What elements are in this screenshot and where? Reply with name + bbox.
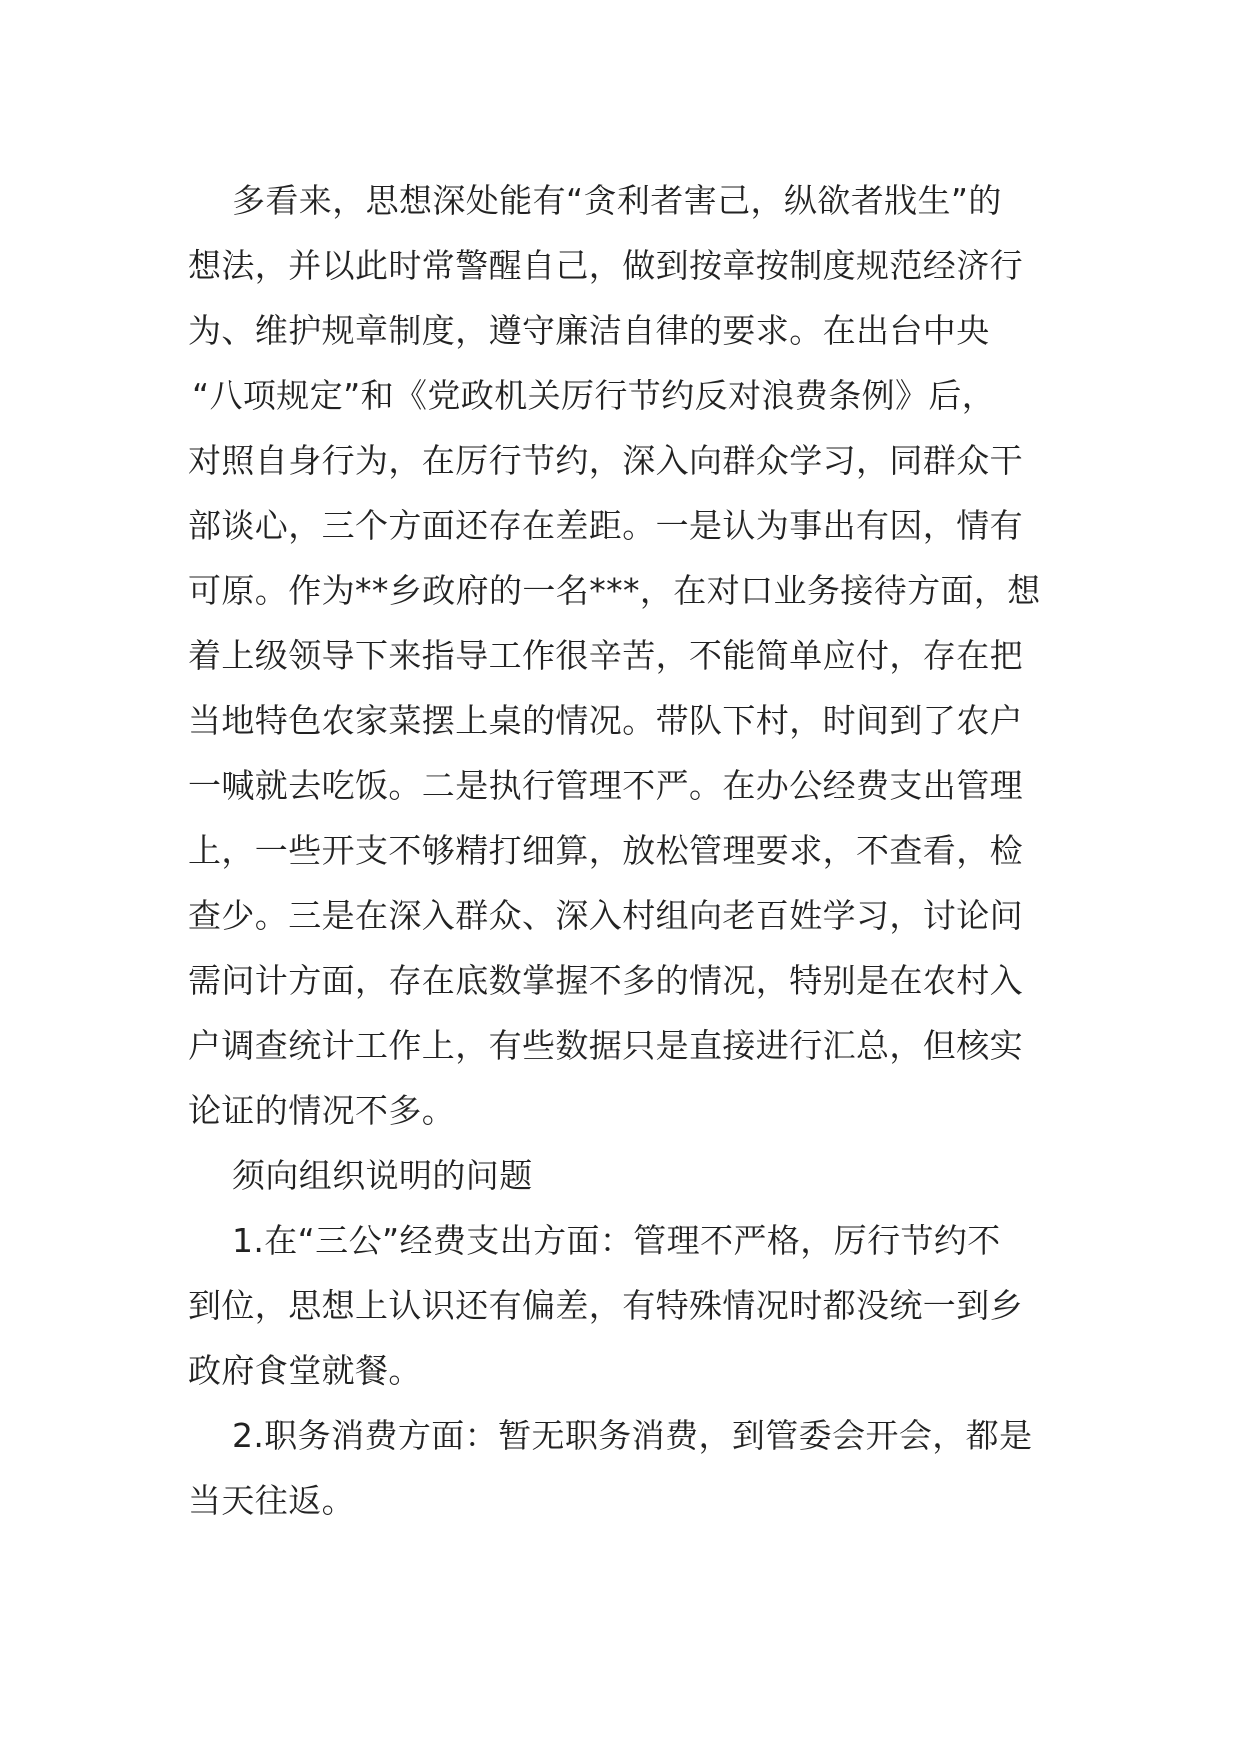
numbered-item-line: 当天往返。	[188, 1481, 355, 1520]
numbered-item-line: 2.职务消费方面：暂无职务消费，到管委会开会，都是	[232, 1416, 1033, 1455]
document-body	[188, 168, 1058, 1533]
paragraph-line: 对照自身行为，在厉行节约，深入向群众学习，同群众干	[188, 441, 1023, 480]
paragraph-line: 论证的情况不多。	[188, 1091, 456, 1130]
paragraph-line: 一喊就去吃饭。二是执行管理不严。在办公经费支出管理	[188, 766, 1023, 805]
paragraph-line: 着上级领导下来指导工作很辛苦，不能简单应付，存在把	[188, 636, 1023, 675]
paragraph-line: 查少。三是在深入群众、深入村组向老百姓学习，讨论问	[188, 896, 1023, 935]
paragraph-line: 可原。作为**乡政府的一名***，在对口业务接待方面，想	[188, 571, 1041, 610]
paragraph-line: 需问计方面，存在底数掌握不多的情况，特别是在农村入	[188, 961, 1023, 1000]
paragraph-line: 户调查统计工作上，有些数据只是直接进行汇总，但核实	[188, 1026, 1023, 1065]
paragraph-line: “八项规定”和《党政机关厉行节约反对浪费条例》后，	[192, 376, 996, 415]
paragraph-line: 当地特色农家菜摆上桌的情况。带队下村，时间到了农户	[188, 701, 1023, 740]
numbered-item-line: 到位，思想上认识还有偏差，有特殊情况时都没统一到乡	[188, 1286, 1023, 1325]
numbered-item-line: 政府食堂就餐。	[188, 1351, 422, 1390]
numbered-item-line: 1.在“三公”经费支出方面：管理不严格，厉行节约不	[232, 1221, 1001, 1260]
section-heading: 须向组织说明的问题	[232, 1156, 533, 1195]
paragraph-line: 为、维护规章制度，遵守廉洁自律的要求。在出台中央	[188, 311, 990, 350]
paragraph-line: 想法，并以此时常警醒自己，做到按章按制度规范经济行	[188, 246, 1023, 285]
paragraph-line: 上，一些开支不够精打细算，放松管理要求，不查看，检	[188, 831, 1023, 870]
paragraph-line: 部谈心，三个方面还存在差距。一是认为事出有因，情有	[188, 506, 1023, 545]
paragraph-line: 多看来，思想深处能有“贪利者害己，纵欲者戕生”的	[232, 181, 1002, 220]
